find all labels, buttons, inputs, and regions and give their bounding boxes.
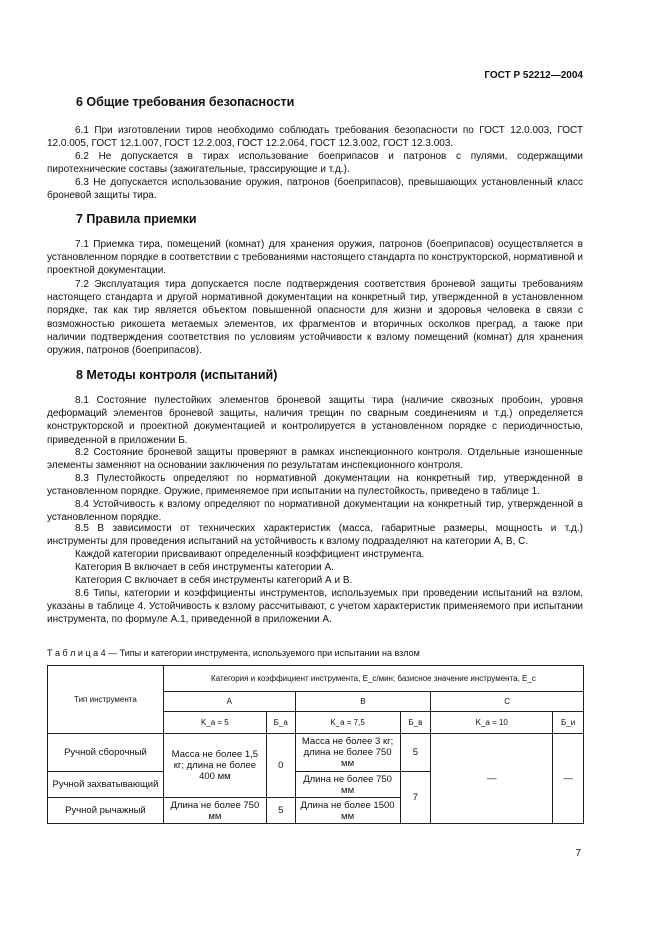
row3-cat-a-spec: Длина не более 750 мм [163, 798, 266, 824]
col-header-bb: Б_в [400, 712, 431, 734]
col-header-cat-c: С [431, 692, 584, 712]
paragraph-8-1: 8.1 Состояние пулестойких элементов броневой защиты тира (наличие сквозных пробоин, уровня деформаций элементов броневой защиты, наличия трещин по сварным соединениям и т.д.) определяется конструкторской и проектной документацией и контролируется в установленном порядке с периодичностью, приведенной в приложении Б. [47, 395, 583, 446]
bc-dash: — [553, 734, 584, 824]
col-header-ba: Б_а [266, 712, 295, 734]
paragraph-8-3: 8.3 Пулестойкость определяют по нормативной документации на конкретный тир, утвержденной в установленном порядке. Оружие, применяемое при испытании на пулестойкость, приведено в таблице 1. [47, 473, 583, 498]
paragraph-7-1: 7.1 Приемка тира, помещений (комнат) для хранения оружия, патронов (боеприпасов) осуществляется в установленном порядке в соответствии с требованиями настоящего стандарта по конструкторской, нормативной и проектной документации. [47, 239, 583, 277]
document-header: ГОСТ Р 52212—2004 [484, 70, 583, 81]
row2-tool-type: Ручной захватывающий [48, 772, 164, 798]
col-header-category-group: Категория и коэффициент инструмента, E_c/мин; базисное значение инструмента, E_c [163, 666, 583, 692]
row1-cat-a-spec: Масса не более 1,5 кг; длина не более 400 мм [163, 734, 266, 798]
col-header-ka: K_а = 5 [163, 712, 266, 734]
row2-cat-b-spec: Длина не более 750 мм [295, 772, 400, 798]
row23-bb-value: 7 [400, 772, 431, 824]
paragraph-7-2: 7.2 Эксплуатация тира допускается после подтверждения соответствия броневой защиты требованиям настоящего стандарта и другой нормативной документации на конкретный тир, утвержденной в установленном порядке, так как тир является объектом повышенной опасности для жизни и здоровья человека в связи с возможностью рикошета метаемых элементов, их фрагментов и вторичных осколков преград, а также при наличии подтверждения соответствия по условиям устойчивости к взлому помещений (комнат) для хранения оружия, патронов (боеприпасов). [47, 279, 583, 357]
row1-ba-value: 0 [266, 734, 295, 798]
col-header-bc: Б_и [553, 712, 584, 734]
col-header-tool-type: Тип инструмента [48, 666, 164, 734]
paragraph-8-5-a: Каждой категории присваивают определенный коэффициент инструмента. [75, 549, 425, 560]
col-header-cat-b: В [295, 692, 431, 712]
col-header-kc: K_а = 10 [431, 712, 553, 734]
row1-bb-value: 5 [400, 734, 431, 772]
row3-cat-b-spec: Длина не более 1500 мм [295, 798, 400, 824]
paragraph-8-5-c: Категория С включает в себя инструменты категорий А и В. [75, 575, 353, 586]
cat-c-dash: — [431, 734, 553, 824]
page-number: 7 [575, 848, 581, 859]
table-caption: Т а б л и ц а 4 — Типы и категории инструмента, используемого при испытании на взлом [47, 648, 420, 658]
paragraph-8-4: 8.4 Устойчивость к взлому определяют по нормативной документации на конкретный тир, утвержденной в установленном порядке. [47, 499, 583, 524]
tool-category-table [47, 665, 584, 824]
row3-ba-value: 5 [266, 798, 295, 824]
paragraph-6-1: 6.1 При изготовлении тиров необходимо соблюдать требования безопасности по ГОСТ 12.0.003, ГОСТ 12.0.005, ГОСТ 12.1.007, ГОСТ 12.2.003, ГОСТ 12.2.064, ГОСТ 12.3.002, ГОСТ 12.3.003. [47, 125, 583, 150]
paragraph-8-6: 8.6 Типы, категории и коэффициенты инструментов, используемых при проведении испытаний на взлом, указаны в таблице 4. Устойчивость к взлому рассчитывают, с учетом характеристик применяемого при испытании инструмента, по формуле А.1, приведенной в приложении А. [47, 588, 583, 626]
section-7-title: 7 Правила приемки [76, 212, 197, 226]
row1-tool-type: Ручной сборочный [48, 734, 164, 772]
paragraph-8-5: 8.5 В зависимости от технических характеристик (масса, габаритные размеры, мощность и т.д.) инструменты для проведения испытаний на устойчивость к взлому подразделяют на категории А, В, С. [47, 523, 583, 548]
row1-cat-b-spec: Масса не более 3 кг; длина не более 750 мм [295, 734, 400, 772]
col-header-kb: K_а = 7,5 [295, 712, 400, 734]
section-8-title: 8 Методы контроля (испытаний) [76, 368, 278, 382]
col-header-cat-a: А [163, 692, 295, 712]
section-6-title: 6 Общие требования безопасности [76, 95, 295, 109]
paragraph-6-3: 6.3 Не допускается использование оружия, патронов (боеприпасов), превышающих установленный класс броневой защиты тира. [47, 177, 583, 202]
paragraph-6-2: 6.2 Не допускается в тирах использование боеприпасов и патронов с пулями, содержащими пиротехнические составы (зажигательные, трассирующие и т.д.). [47, 151, 583, 176]
paragraph-8-5-b: Категория В включает в себя инструменты категории А. [75, 562, 334, 573]
paragraph-8-2: 8.2 Состояние броневой защиты проверяют в рамках инспекционного контроля. Отдельные изношенные элементы заменяют на основании заключения по результатам инспекционного контроля. [47, 447, 583, 472]
row3-tool-type: Ручной рычажный [48, 798, 164, 824]
